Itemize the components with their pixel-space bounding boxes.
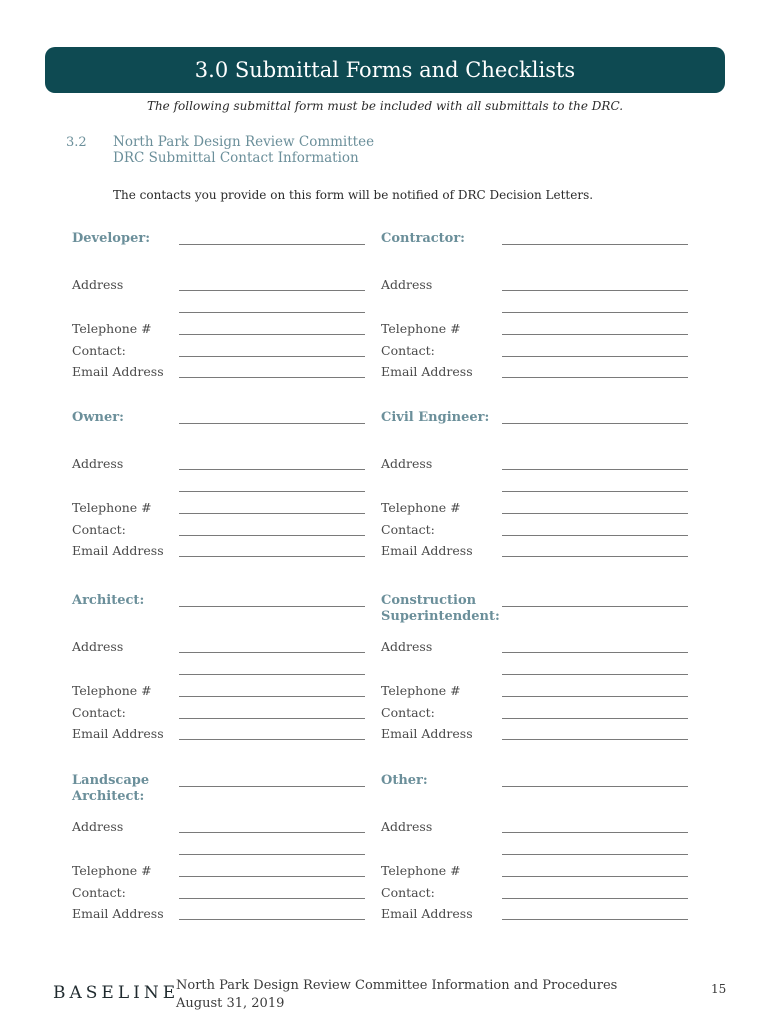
developer-heading-line: Developer: [72, 231, 150, 246]
owner-heading-line: Owner: [72, 410, 124, 425]
civil-engineer-address-2-field[interactable] [502, 491, 688, 492]
contractor-heading-line: Contractor: [381, 231, 465, 246]
construction-superintendent-heading-line: Superintendent: [381, 609, 500, 624]
construction-superintendent-address-label: Address [381, 639, 433, 654]
landscape-architect-email-label: Email Address [72, 906, 164, 921]
landscape-architect-contact-label: Contact: [72, 885, 126, 900]
developer-telephone-field[interactable] [179, 334, 365, 335]
other-address-field[interactable] [502, 832, 688, 833]
landscape-architect-name-field[interactable] [179, 786, 365, 787]
architect-telephone-label: Telephone # [72, 683, 152, 698]
landscape-architect-heading-line: Architect: [72, 789, 145, 804]
page-number: 15 [711, 982, 727, 996]
construction-superintendent-contact-field[interactable] [502, 718, 688, 719]
owner-address-field[interactable] [179, 469, 365, 470]
landscape-architect-address-field[interactable] [179, 832, 365, 833]
contractor-name-field[interactable] [502, 244, 688, 245]
developer-telephone-label: Telephone # [72, 321, 152, 336]
developer-address-field[interactable] [179, 290, 365, 291]
civil-engineer-heading [381, 410, 489, 426]
owner-contact-label: Contact: [72, 522, 126, 537]
architect-name-field[interactable] [179, 606, 365, 607]
footer-line-1: North Park Design Review Committee Information and Procedures [176, 978, 618, 993]
construction-superintendent-telephone-field[interactable] [502, 696, 688, 697]
architect-address-2-field[interactable] [179, 674, 365, 675]
developer-contact-field[interactable] [179, 356, 365, 357]
section-title [113, 134, 374, 166]
developer-address-2-field[interactable] [179, 312, 365, 313]
contractor-email-field[interactable] [502, 377, 688, 378]
civil-engineer-telephone-field[interactable] [502, 513, 688, 514]
architect-email-field[interactable] [179, 739, 365, 740]
contractor-address-2-field[interactable] [502, 312, 688, 313]
construction-superintendent-email-field[interactable] [502, 739, 688, 740]
other-name-field[interactable] [502, 786, 688, 787]
section-intro: The contacts you provide on this form will be notified of DRC Decision Letters. [113, 188, 594, 202]
other-email-label: Email Address [381, 906, 473, 921]
developer-heading [72, 231, 150, 247]
other-telephone-field[interactable] [502, 876, 688, 877]
construction-superintendent-name-field[interactable] [502, 606, 688, 607]
owner-contact-field[interactable] [179, 535, 365, 536]
landscape-architect-email-field[interactable] [179, 919, 365, 920]
other-heading [381, 773, 428, 789]
landscape-architect-heading [72, 773, 149, 805]
page-subtitle: The following submittal form must be included with all submittals to the DRC. [146, 99, 624, 113]
other-email-field[interactable] [502, 919, 688, 920]
construction-superintendent-contact-label: Contact: [381, 705, 435, 720]
construction-superintendent-address-2-field[interactable] [502, 674, 688, 675]
landscape-architect-address-label: Address [72, 819, 124, 834]
civil-engineer-name-field[interactable] [502, 423, 688, 424]
contractor-email-label: Email Address [381, 364, 473, 379]
architect-contact-field[interactable] [179, 718, 365, 719]
contractor-address-field[interactable] [502, 290, 688, 291]
page-title: 3.0 Submittal Forms and Checklists [194, 58, 576, 82]
developer-email-label: Email Address [72, 364, 164, 379]
architect-heading-line: Architect: [72, 593, 145, 608]
other-heading-line: Other: [381, 773, 428, 788]
other-contact-label: Contact: [381, 885, 435, 900]
landscape-architect-address-2-field[interactable] [179, 854, 365, 855]
developer-name-field[interactable] [179, 244, 365, 245]
section-number: 3.2 [66, 135, 87, 150]
section-title-line-2: DRC Submittal Contact Information [113, 150, 359, 166]
landscape-architect-heading-line: Landscape [72, 773, 150, 788]
contractor-contact-label: Contact: [381, 343, 435, 358]
owner-address-2-field[interactable] [179, 491, 365, 492]
other-telephone-label: Telephone # [381, 863, 461, 878]
construction-superintendent-email-label: Email Address [381, 726, 473, 741]
other-address-2-field[interactable] [502, 854, 688, 855]
page-banner [45, 47, 725, 93]
contractor-telephone-label: Telephone # [381, 321, 461, 336]
owner-email-label: Email Address [72, 543, 164, 558]
owner-email-field[interactable] [179, 556, 365, 557]
contractor-telephone-field[interactable] [502, 334, 688, 335]
construction-superintendent-heading-line: Construction [381, 593, 477, 608]
construction-superintendent-telephone-label: Telephone # [381, 683, 461, 698]
construction-superintendent-heading [381, 593, 500, 625]
contractor-heading [381, 231, 465, 247]
owner-heading [72, 410, 124, 426]
architect-heading [72, 593, 144, 609]
landscape-architect-telephone-field[interactable] [179, 876, 365, 877]
owner-name-field[interactable] [179, 423, 365, 424]
civil-engineer-address-label: Address [381, 456, 433, 471]
civil-engineer-telephone-label: Telephone # [381, 500, 461, 515]
contractor-address-label: Address [381, 277, 433, 292]
contractor-contact-field[interactable] [502, 356, 688, 357]
landscape-architect-contact-field[interactable] [179, 898, 365, 899]
civil-engineer-email-label: Email Address [381, 543, 473, 558]
baseline-logo: BASELINE [53, 983, 180, 1003]
architect-email-label: Email Address [72, 726, 164, 741]
footer-text [176, 977, 617, 1013]
civil-engineer-address-field[interactable] [502, 469, 688, 470]
section-title-line-1: North Park Design Review Committee [113, 134, 375, 150]
other-contact-field[interactable] [502, 898, 688, 899]
civil-engineer-contact-label: Contact: [381, 522, 435, 537]
civil-engineer-email-field[interactable] [502, 556, 688, 557]
civil-engineer-heading-line: Civil Engineer: [381, 410, 490, 425]
architect-address-field[interactable] [179, 652, 365, 653]
architect-telephone-field[interactable] [179, 696, 365, 697]
architect-address-label: Address [72, 639, 124, 654]
footer-line-2: August 31, 2019 [176, 996, 285, 1011]
civil-engineer-contact-field[interactable] [502, 535, 688, 536]
other-address-label: Address [381, 819, 433, 834]
owner-telephone-label: Telephone # [72, 500, 152, 515]
owner-telephone-field[interactable] [179, 513, 365, 514]
owner-address-label: Address [72, 456, 124, 471]
developer-contact-label: Contact: [72, 343, 126, 358]
landscape-architect-telephone-label: Telephone # [72, 863, 152, 878]
developer-address-label: Address [72, 277, 124, 292]
construction-superintendent-address-field[interactable] [502, 652, 688, 653]
architect-contact-label: Contact: [72, 705, 126, 720]
developer-email-field[interactable] [179, 377, 365, 378]
